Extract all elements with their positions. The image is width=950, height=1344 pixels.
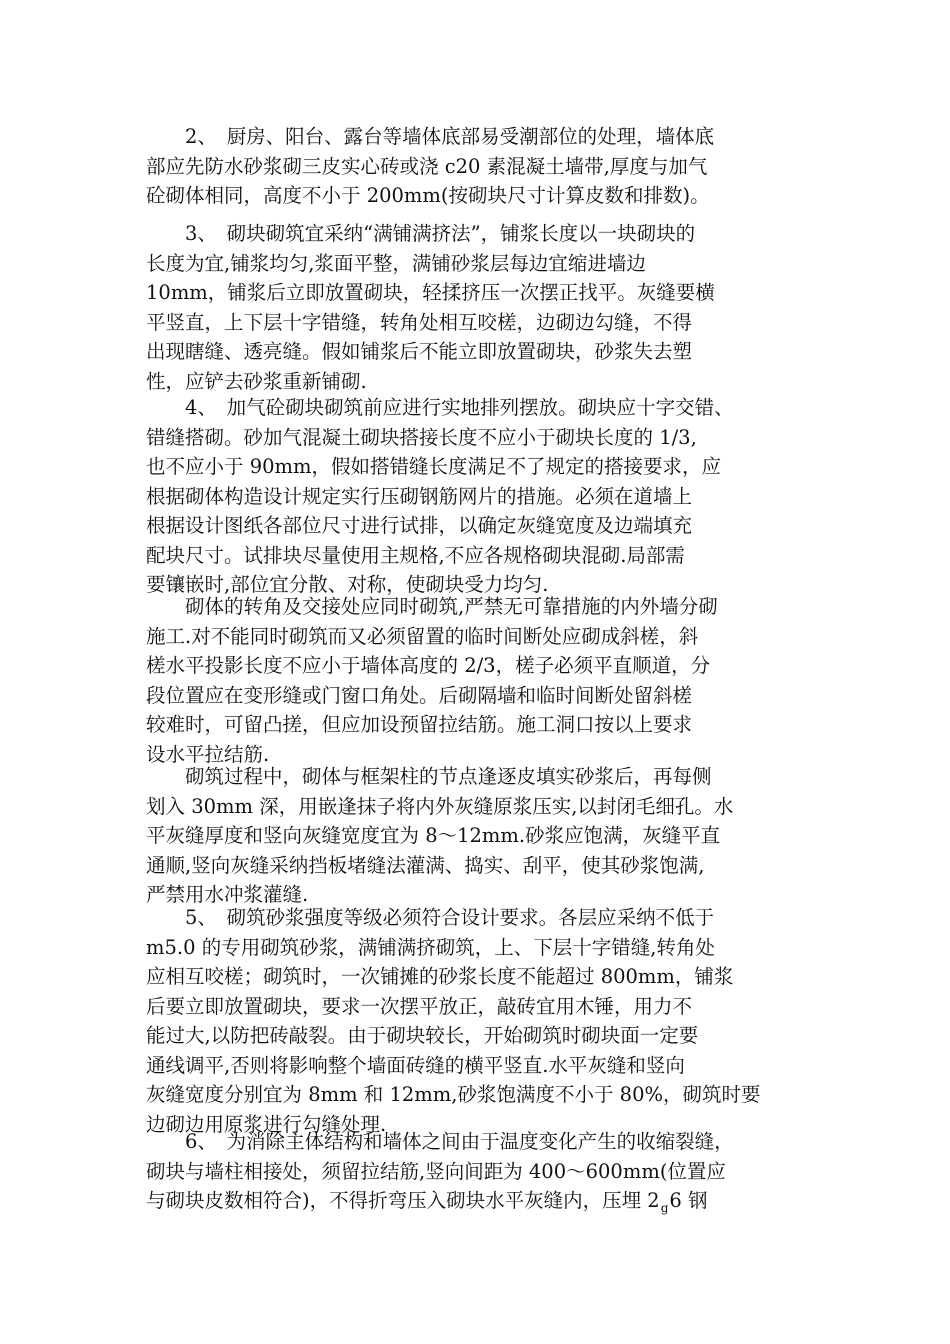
subscript: g (660, 1201, 669, 1215)
text-segment: 6 钢 (669, 1189, 708, 1212)
text-line-with-subscript (146, 1186, 806, 1219)
text-line: 5、 砌筑砂浆强度等级必须符合设计要求。各层应采纳不低于 (146, 906, 715, 929)
text-line: 施工.对不能同时砌筑而又必须留置的临时间断处应砌成斜槎，斜 (146, 624, 699, 648)
text-line: 4、 加气砼砌块砌筑前应进行实地排列摆放。砌块应十字交错、 (146, 396, 734, 419)
text-line: 通线调平,否则将影响整个墙面砖缝的横平竖直.水平灰缝和竖向 (146, 1053, 685, 1077)
text-line: 性，应铲去砂浆重新铺砌. (146, 369, 367, 393)
text-line: 灰缝宽度分别宜为 8mm 和 12mm,砂浆饱满度不小于 80%，砌筑时要 (146, 1083, 761, 1106)
text-line: 较难时，可留凸搓，但应加设预留拉结筋。施工洞口按以上要求 (146, 713, 693, 736)
text-line: 砌体的转角及交接处应同时砌筑,严禁无可靠措施的内外墙分砌 (146, 595, 718, 618)
text-line: 槎水平投影长度不应小于墙体高度的 2/3，槎子必须平直顺道，分 (146, 654, 711, 677)
text-line: 也不应小于 90mm，假如搭错缝长度满足不了规定的搭接要求，应 (146, 455, 721, 478)
paragraph-4 (146, 393, 806, 600)
text-line: 配块尺寸。试排块尽量使用主规格,不应各规格砌块混砌.局部需 (146, 543, 685, 567)
text-line: 严禁用水冲浆灌缝. (146, 883, 309, 906)
text-line: 根据砌体构造设计规定实行压砌钢筋网片的措施。必须在道墙上 (146, 484, 693, 508)
text-line: 部应先防水砂浆砌三皮实心砖或浇 c20 素混凝土墙带,厚度与加气 (146, 154, 708, 178)
text-line: 段位置应在变形缝或门窗口角处。后砌隔墙和临时间断处留斜槎 (146, 683, 693, 707)
text-line: 3、 砌块砌筑宜采纳“满铺满挤法”，铺浆长度以一块砌块的 (146, 222, 696, 245)
text-line: 应相互咬槎；砌筑时，一次铺摊的砂浆长度不能超过 800mm，铺浆 (146, 965, 734, 988)
text-line: 根据设计图纸各部位尺寸进行试排，以确定灰缝宽度及边端填充 (146, 514, 693, 537)
text-line: 划入 30mm 深，用嵌逢抹子将内外灰缝原浆压实,以封闭毛细孔。水 (146, 794, 734, 818)
paragraph-5 (146, 903, 806, 1139)
text-line: 2、 厨房、阳台、露台等墙体底部易受潮部位的处理，墙体底 (146, 125, 715, 148)
text-line: 要镶嵌时,部位宜分散、对称，使砌块受力均匀. (146, 573, 549, 596)
text-line: 边砌边用原浆进行勾缝处理. (146, 1112, 387, 1136)
text-line: 能过大,以防把砖敲裂。由于砌块较长，开始砌筑时砌块面一定要 (146, 1024, 699, 1047)
text-line: 错缝搭砌。砂加气混凝土砌块搭接长度不应小于砌块长度的 1/3, (146, 425, 697, 449)
text-line: 砌块与墙柱相接处，须留拉结筋,竖向间距为 400～600mm(位置应 (146, 1159, 726, 1183)
text-line: 砌筑过程中，砌体与框架柱的节点逢逐皮填实砂浆后，再每侧 (146, 765, 712, 788)
text-line: 平竖直，上下层十字错缝，转角处相互咬槎，边砌边勾缝，不得 (146, 310, 693, 334)
text-line: 设水平拉结筋. (146, 742, 270, 766)
paragraph-masonry-process (146, 762, 806, 910)
text-line: 砼砌体相同，高度不小于 200mm(按砌块尺寸计算皮数和排数)。 (146, 184, 710, 207)
text-line: 后要立即放置砌块，要求一次摆平放正，敲砖宜用木锤，用力不 (146, 994, 693, 1018)
text-line: 10mm，铺浆后立即放置砌块，轻揉挤压一次摆正找平。灰缝要横 (146, 281, 715, 304)
text-line: m5.0 的专用砌筑砂浆，满铺满挤砌筑，上、下层十字错缝,转角处 (146, 935, 715, 959)
text-line: 6、 为消除主体结构和墙体之间由于温度变化产生的收缩裂缝， (146, 1130, 734, 1153)
paragraph-3 (146, 219, 806, 396)
text-line: 出现瞎缝、透亮缝。假如铺浆后不能立即放置砌块，砂浆失去塑 (146, 340, 693, 363)
text-line: 通顺,竖向灰缝采纳挡板堵缝法灌满、捣实、刮平，使其砂浆饱满, (146, 853, 705, 877)
text-line: 平灰缝厚度和竖向灰缝宽度宜为 8～12mm.砂浆应饱满，灰缝平直 (146, 824, 721, 847)
paragraph-6 (146, 1127, 806, 1219)
paragraph-corner-joints (146, 592, 806, 769)
text-line: 长度为宜,铺浆均匀,浆面平整，满铺砂浆层每边宜缩进墙边 (146, 251, 646, 275)
paragraph-2 (146, 122, 806, 211)
text-segment: 与砌块皮数相符合)，不得折弯压入砌块水平灰缝内，压埋 2 (146, 1189, 660, 1212)
